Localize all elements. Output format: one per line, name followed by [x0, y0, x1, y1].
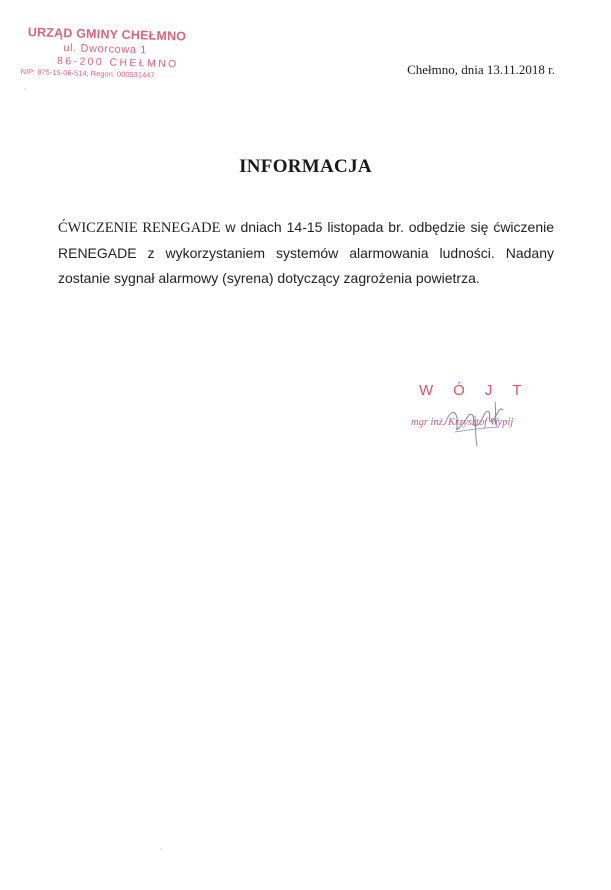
stamp-tax-ids: NIP: 875-15-06-514; Regon: 000531447 — [20, 66, 155, 80]
exercise-name: ĆWICZENIE RENEGADE — [58, 220, 221, 236]
office-stamp — [20, 25, 187, 80]
stamp-city: 86-200 CHEŁMNO — [56, 54, 179, 70]
announcement-text: w dniach 14-15 listopada br. odbędzie się ćwiczenie RENEGADE z wykorzystaniem systemów alarmowania ludności. Nadany zostanie sygnał alarmowy (syrena) dotyczący zagrożenia powietrza. — [58, 219, 555, 286]
stamp-street: ul. Dworcowa 1 — [63, 41, 148, 56]
stamp-office-name: URZĄD GMINY CHEŁMNO — [27, 25, 187, 44]
document-title: INFORMACJA — [239, 156, 372, 177]
handwritten-signature — [435, 390, 525, 450]
place-date: Chełmno, dnia 13.11.2018 r. — [407, 62, 555, 77]
signature-block — [405, 382, 555, 462]
signatory-name: mgr inż. Krzysztof Wypij — [411, 417, 514, 428]
scan-speck — [24, 88, 26, 90]
announcement-paragraph — [58, 215, 554, 291]
scan-speck — [160, 848, 162, 850]
signature-title: WÓJT — [419, 382, 542, 399]
